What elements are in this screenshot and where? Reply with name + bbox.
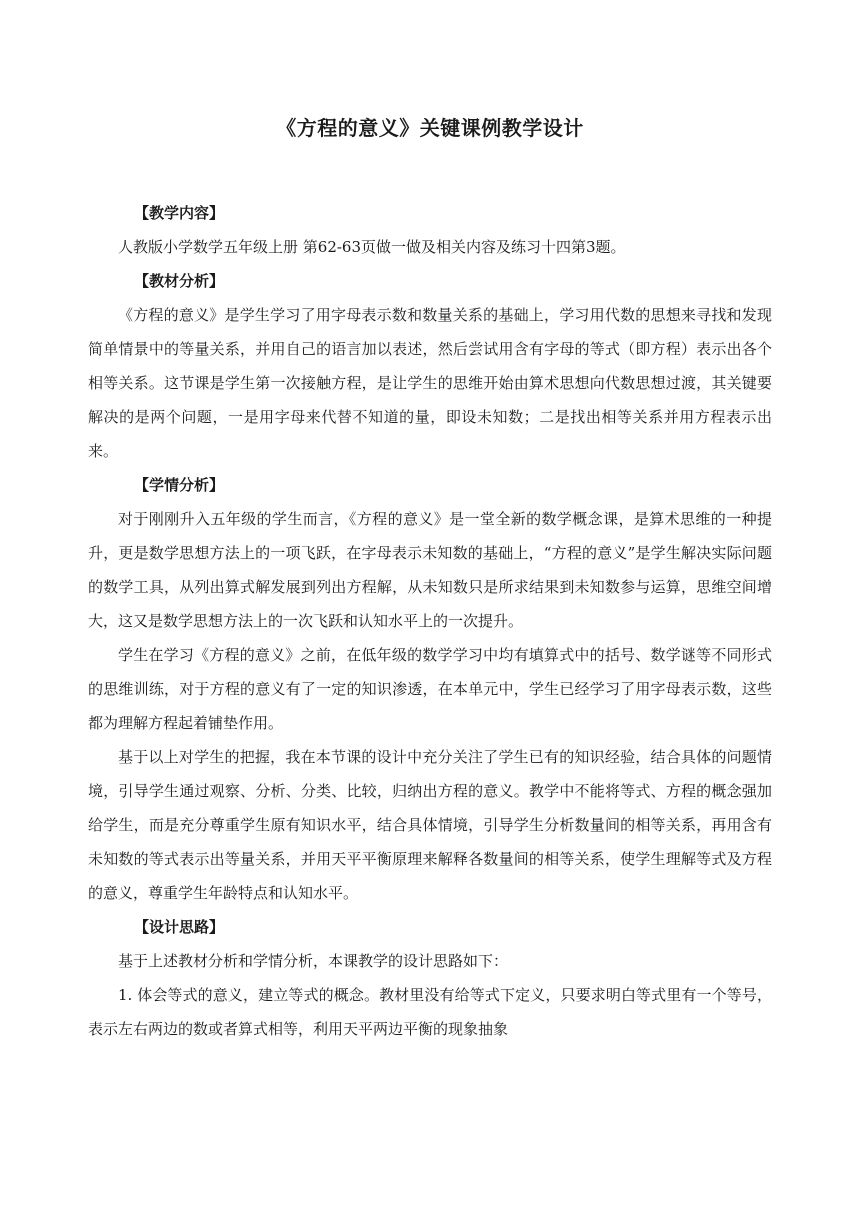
paragraph: 学生在学习《方程的意义》之前，在低年级的数学学习中均有填算式中的括号、数学谜等不同形式的思维训练，对于方程的意义有了一定的知识渗透，在本单元中，学生已经学习了用字母表示数，这些都为理解方程起着铺垫作用。 xyxy=(88,646,772,732)
document-title: 《方程的意义》关键课例教学设计 xyxy=(276,116,584,140)
paragraph: 1. 体会等式的意义，建立等式的概念。教材里没有给等式下定义，只要求明白等式里有一个等号，表示左右两边的数或者算式相等，利用天平两边平衡的现象抽象 xyxy=(88,986,772,1038)
paragraph: 对于刚刚升入五年级的学生而言，《方程的意义》是一堂全新的数学概念课，是算术思维的一种提升，更是数学思想方法上的一项飞跃，在字母表示未知数的基础上，“方程的意义”是学生解决实际问题的数学工具，从列出算式解发展到列出方程解，从未知数只是所求结果到未知数参与运算，思维空间增大，这又是数学思想方法上的一次飞跃和认知水平上的一次提升。 xyxy=(88,510,772,630)
section-heading-design-ideas: 【设计思路】 xyxy=(134,918,225,936)
section-heading-teaching-content: 【教学内容】 xyxy=(134,204,225,222)
document-body xyxy=(88,196,772,1046)
paragraph: 基于以上对学生的把握，我在本节课的设计中充分关注了学生已有的知识经验，结合具体的问题情境，引导学生通过观察、分析、分类、比较，归纳出方程的意义。教学中不能将等式、方程的概念强加给学生，而是充分尊重学生原有知识水平，结合具体情境，引导学生分析数量间的相等关系，再用含有未知数的等式表示出等量关系，并用天平平衡原理来解释各数量间的相等关系，使学生理解等式及方程的意义，尊重学生年龄特点和认知水平。 xyxy=(88,748,772,902)
paragraph: 《方程的意义》是学生学习了用字母表示数和数量关系的基础上，学习用代数的思想来寻找和发现简单情景中的等量关系，并用自己的语言加以表述，然后尝试用含有字母的等式（即方程）表示出各个相等关系。这节课是学生第一次接触方程，是让学生的思维开始由算术思想向代数思想过渡，其关键要解决的是两个问题，一是用字母来代替不知道的量，即设未知数；二是找出相等关系并用方程表示出来。 xyxy=(88,306,772,460)
section-heading-student-analysis: 【学情分析】 xyxy=(134,476,225,494)
section-heading-material-analysis: 【教材分析】 xyxy=(134,272,225,290)
paragraph: 基于上述教材分析和学情分析，本课教学的设计思路如下： xyxy=(118,952,509,970)
paragraph: 人教版小学数学五年级上册 第62-63页做一做及相关内容及练习十四第3题。 xyxy=(118,238,626,256)
